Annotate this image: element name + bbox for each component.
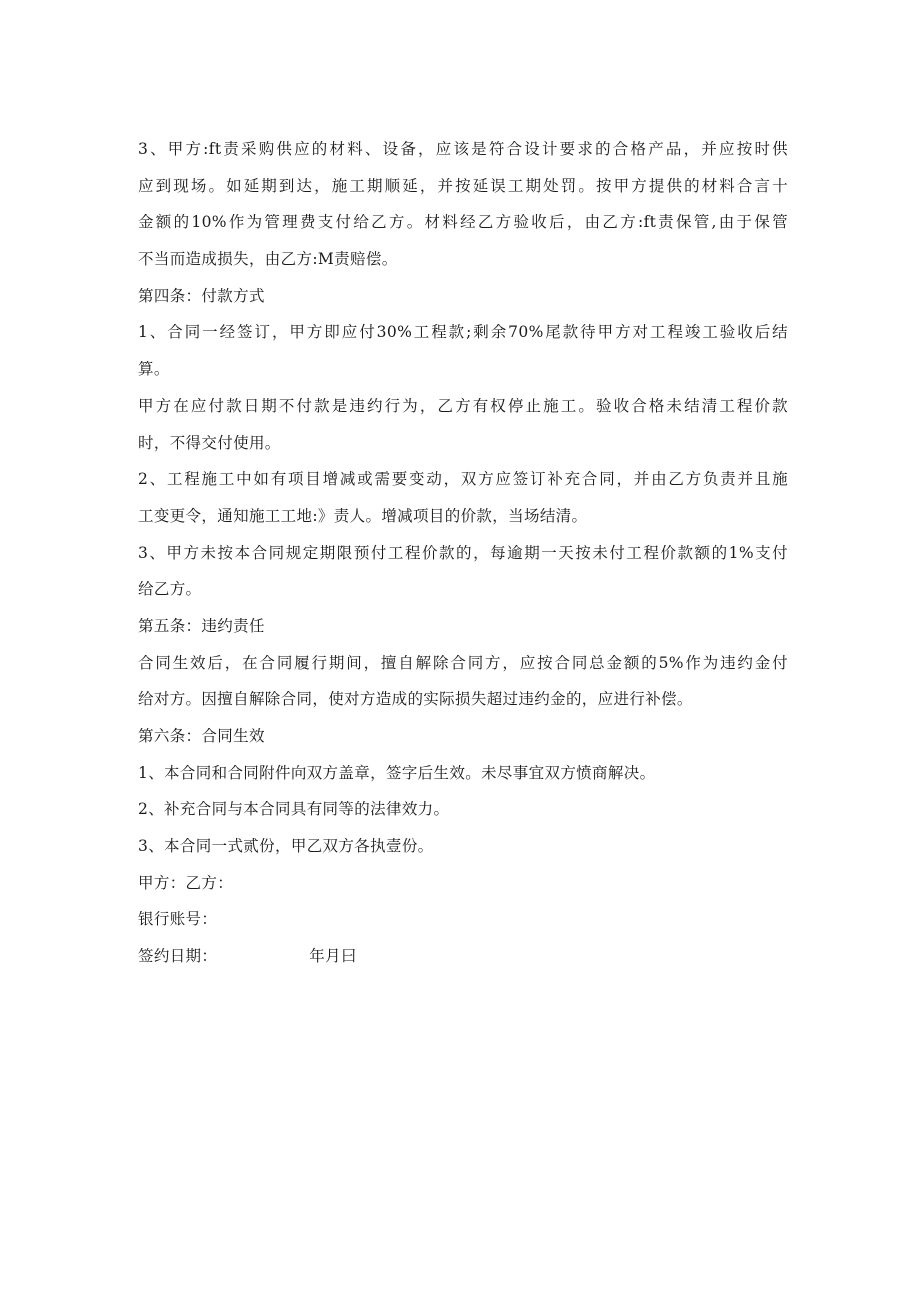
clause-3-line-4: 不当而造成损失，由乙方:M责赔偿。 bbox=[138, 250, 398, 269]
party-signatures: 甲方：乙方： bbox=[138, 873, 234, 892]
payment-clause-2-line-2: 工变更令，通知施工工地:》责人。增减项目的价款，当场结清。 bbox=[138, 506, 588, 525]
effect-clause-1: 1、本合同和合同附件向双方盖章，签字后生效。未尽事宜双方愤商解决。 bbox=[138, 763, 656, 782]
payment-note-line-2: 时，不得交付使用。 bbox=[138, 433, 281, 452]
effect-clause-2: 2、补充合同与本合同具有同等的法律效力。 bbox=[138, 800, 450, 819]
payment-clause-1-line-2: 算。 bbox=[138, 360, 170, 379]
clause-3-line-3: 金额的10%作为管理费支付给乙方。材料经乙方验收后，由乙方:ft责保管,由于保管 bbox=[138, 213, 788, 232]
signing-date-row bbox=[138, 943, 788, 980]
payment-clause-1-line-1: 1、合同一经签订，甲方即应付30%工程款;剩余70%尾款待甲方对工程竣工验收后结 bbox=[138, 323, 788, 342]
section-heading-liability: 第五条：违约责任 bbox=[138, 616, 265, 635]
section-heading-payment: 第四条：付款方式 bbox=[138, 286, 265, 305]
liability-line-2: 给对方。因擅自解除合同，使对方造成的实际损失超过违约金的，应进行补偿。 bbox=[138, 690, 693, 709]
bank-account: 银行账号： bbox=[138, 910, 218, 929]
payment-clause-3-line-2: 给乙方。 bbox=[138, 580, 202, 599]
signing-date-value: 年月曰 bbox=[309, 947, 357, 966]
payment-clause-3-line-1: 3、甲方未按本合同规定期限预付工程价款的，每逾期一天按未付工程价款额的1%支付 bbox=[138, 543, 788, 562]
payment-clause-2-line-1: 2、工程施工中如有项目增减或需要变动，双方应签订补充合同，并由乙方负责并且施 bbox=[138, 470, 788, 489]
effect-clause-3: 3、本合同一式贰份，甲乙双方各执壹份。 bbox=[138, 837, 434, 856]
clause-3-line-2: 应到现场。如延期到达，施工期顺延，并按延误工期处罚。按甲方提供的材料合言十 bbox=[138, 176, 788, 195]
contract-page bbox=[138, 136, 788, 980]
liability-line-1: 合同生效后，在合同履行期间，擅自解除合同方，应按合同总金额的5%作为违约金付 bbox=[138, 653, 788, 672]
signing-date-label: 签约日期： bbox=[138, 947, 218, 966]
section-heading-effect: 第六条：合同生效 bbox=[138, 727, 265, 745]
payment-note-line-1: 甲方在应付款日期不付款是违约行为，乙方有权停止施工。验收合格未结清工程价款 bbox=[138, 396, 788, 415]
clause-3-line-1: 3、甲方:ft责采购供应的材料、设备，应该是符合设计要求的合格产品，并应按时供 bbox=[138, 140, 788, 158]
